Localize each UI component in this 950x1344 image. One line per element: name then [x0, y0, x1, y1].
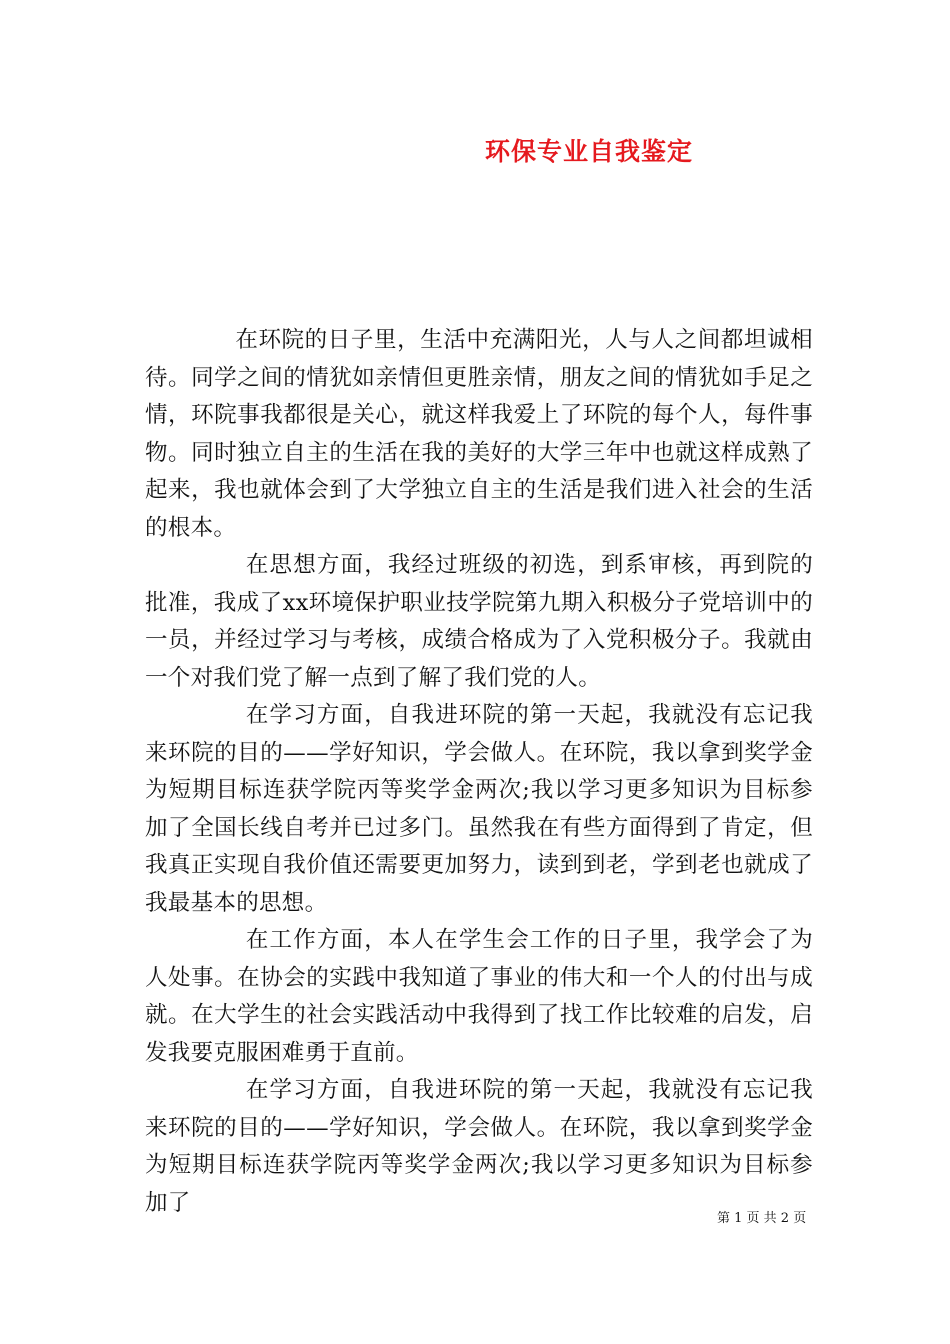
document-body: [145, 322, 813, 1222]
page-title: 环保专业自我鉴定: [484, 137, 693, 166]
paragraph-text: 在环院的日子里，生活中充满阳光，人与人之间都坦诚相待。同学之间的情犹如亲情但更胜亲情，朋友之间的情犹如手足之情，环院事我都很是关心，就这样我爱上了环院的每个人，每件事物。同时独立自主的生活在我的美好的大学三年中也就这样成熟了起来，我也就体会到了大学独立自主的生活是我们进入社会的生活的根本。: [145, 327, 813, 541]
paragraph-text: 在学习方面，自我进环院的第一天起，我就没有忘记我来环院的目的——学好知识，学会做人。在环院，我以拿到奖学金为短期目标连获学院丙等奖学金两次;我以学习更多知识为目标参加了: [145, 1077, 813, 1216]
page-number-footer: 第 1 页 共 2 页: [717, 1211, 807, 1226]
paragraph-text: 在思想方面，我经过班级的初选，到系审核，再到院的批准，我成了xx环境保护职业技学院第九期入积极分子党培训中的一员，并经过学习与考核，成绩合格成为了入党积极分子。我就由一个对我们党了解一点到了解了我们党的人。: [145, 552, 813, 691]
paragraph-study: [145, 697, 813, 922]
paragraph-text: 在工作方面，本人在学生会工作的日子里，我学会了为人处事。在协会的实践中我知道了事业的伟大和一个人的付出与成就。在大学生的社会实践活动中我得到了找工作比较难的启发，启发我要克服困难勇于直前。: [145, 927, 813, 1066]
paragraph-thought: [145, 547, 813, 697]
paragraph-text: 在学习方面，自我进环院的第一天起，我就没有忘记我来环院的目的——学好知识，学会做人。在环院，我以拿到奖学金为短期目标连获学院丙等奖学金两次;我以学习更多知识为目标参加了全国长线自考并已过多门。虽然我在有些方面得到了肯定，但我真正实现自我价值还需要更加努力，读到到老，学到老也就成了我最基本的思想。: [145, 702, 813, 916]
paragraph-life: [145, 322, 813, 547]
paragraph-work: [145, 922, 813, 1072]
paragraph-study-repeat: [145, 1072, 813, 1222]
